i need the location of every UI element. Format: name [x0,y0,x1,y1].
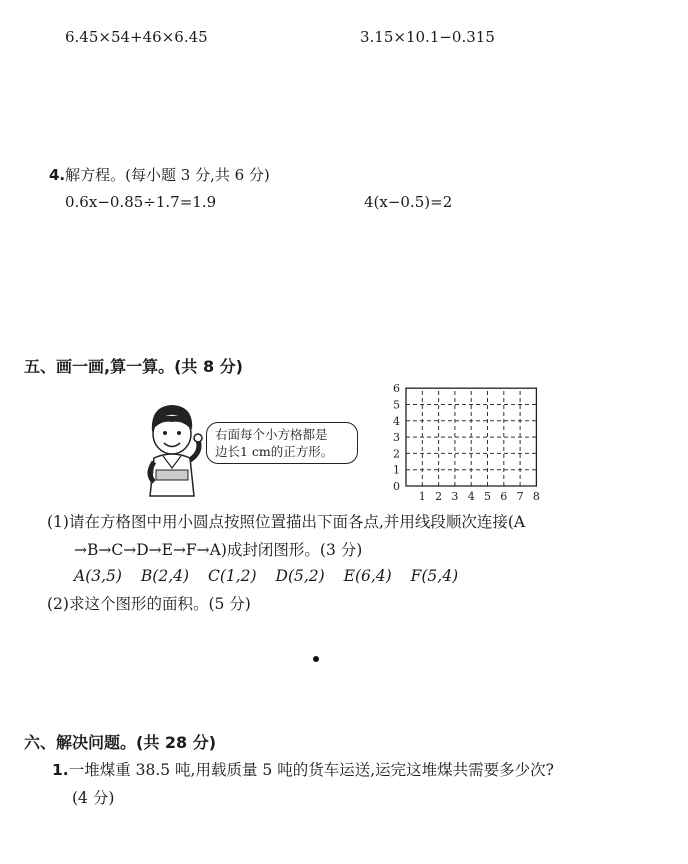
point-C: C(1,2) [207,567,257,585]
speech-bubble [206,422,358,464]
x-tick-label: 5 [484,490,491,502]
x-tick-label: 2 [435,490,443,502]
x-tick-label: 6 [500,490,508,502]
section-5-q1-line-1: (1)请在方格图中用小圆点按照位置描出下面各点,并用线段顺次连接(A [47,513,526,531]
y-tick-label: 3 [393,431,400,445]
expression-2: 3.15×10.1−0.315 [360,28,495,46]
expression-1: 6.45×54+46×6.45 [65,28,208,46]
equation-2: 4(x−0.5)=2 [364,193,453,211]
y-tick-label: 5 [393,398,400,412]
x-tick-label: 8 [532,490,540,502]
section-5-heading: 五、画一画,算一算。(共 8 分) [24,357,243,376]
section-5-q2: (2)求这个图形的面积。(5 分) [47,595,251,613]
equation-1: 0.6x−0.85÷1.7=1.9 [65,193,217,211]
point-E: E(6,4) [343,567,392,585]
question-number: 1. [52,761,69,779]
point-F: F(5,4) [410,567,459,585]
origin-label: 0 [393,480,400,493]
coordinate-grid [386,380,556,502]
question-number: 4. [49,166,66,184]
section-6-q1 [52,760,554,780]
section-6-q1-score: (4 分) [72,789,115,807]
x-tick-label: 1 [418,490,426,502]
bubble-line-1: 右面每个小方格都是 [215,427,328,442]
y-tick-label: 6 [393,382,400,396]
cartoon-boy-illustration [132,400,212,500]
question-title: 解方程。(每小题 3 分,共 6 分) [65,166,270,184]
question-4-heading [49,165,270,185]
point-D: D(5,2) [275,567,325,585]
point-list [74,566,458,586]
y-tick-label: 1 [393,463,400,477]
ink-dot [313,656,319,662]
question-text: 一堆煤重 38.5 吨,用载质量 5 吨的货车运送,运完这堆煤共需要多少次? [68,761,554,779]
y-tick-label: 4 [393,414,400,428]
section-6-heading: 六、解决问题。(共 28 分) [24,733,217,752]
section-5-q1-line-2: →B→C→D→E→F→A)成封闭图形。(3 分) [74,541,363,559]
point-B: B(2,4) [140,567,190,585]
y-tick-label: 2 [393,447,400,461]
x-tick-label: 3 [451,490,459,502]
point-A: A(3,5) [74,567,122,585]
x-tick-label: 7 [516,490,524,502]
x-tick-label: 4 [467,490,475,502]
bubble-line-2: 边长1 cm的正方形。 [215,444,334,459]
